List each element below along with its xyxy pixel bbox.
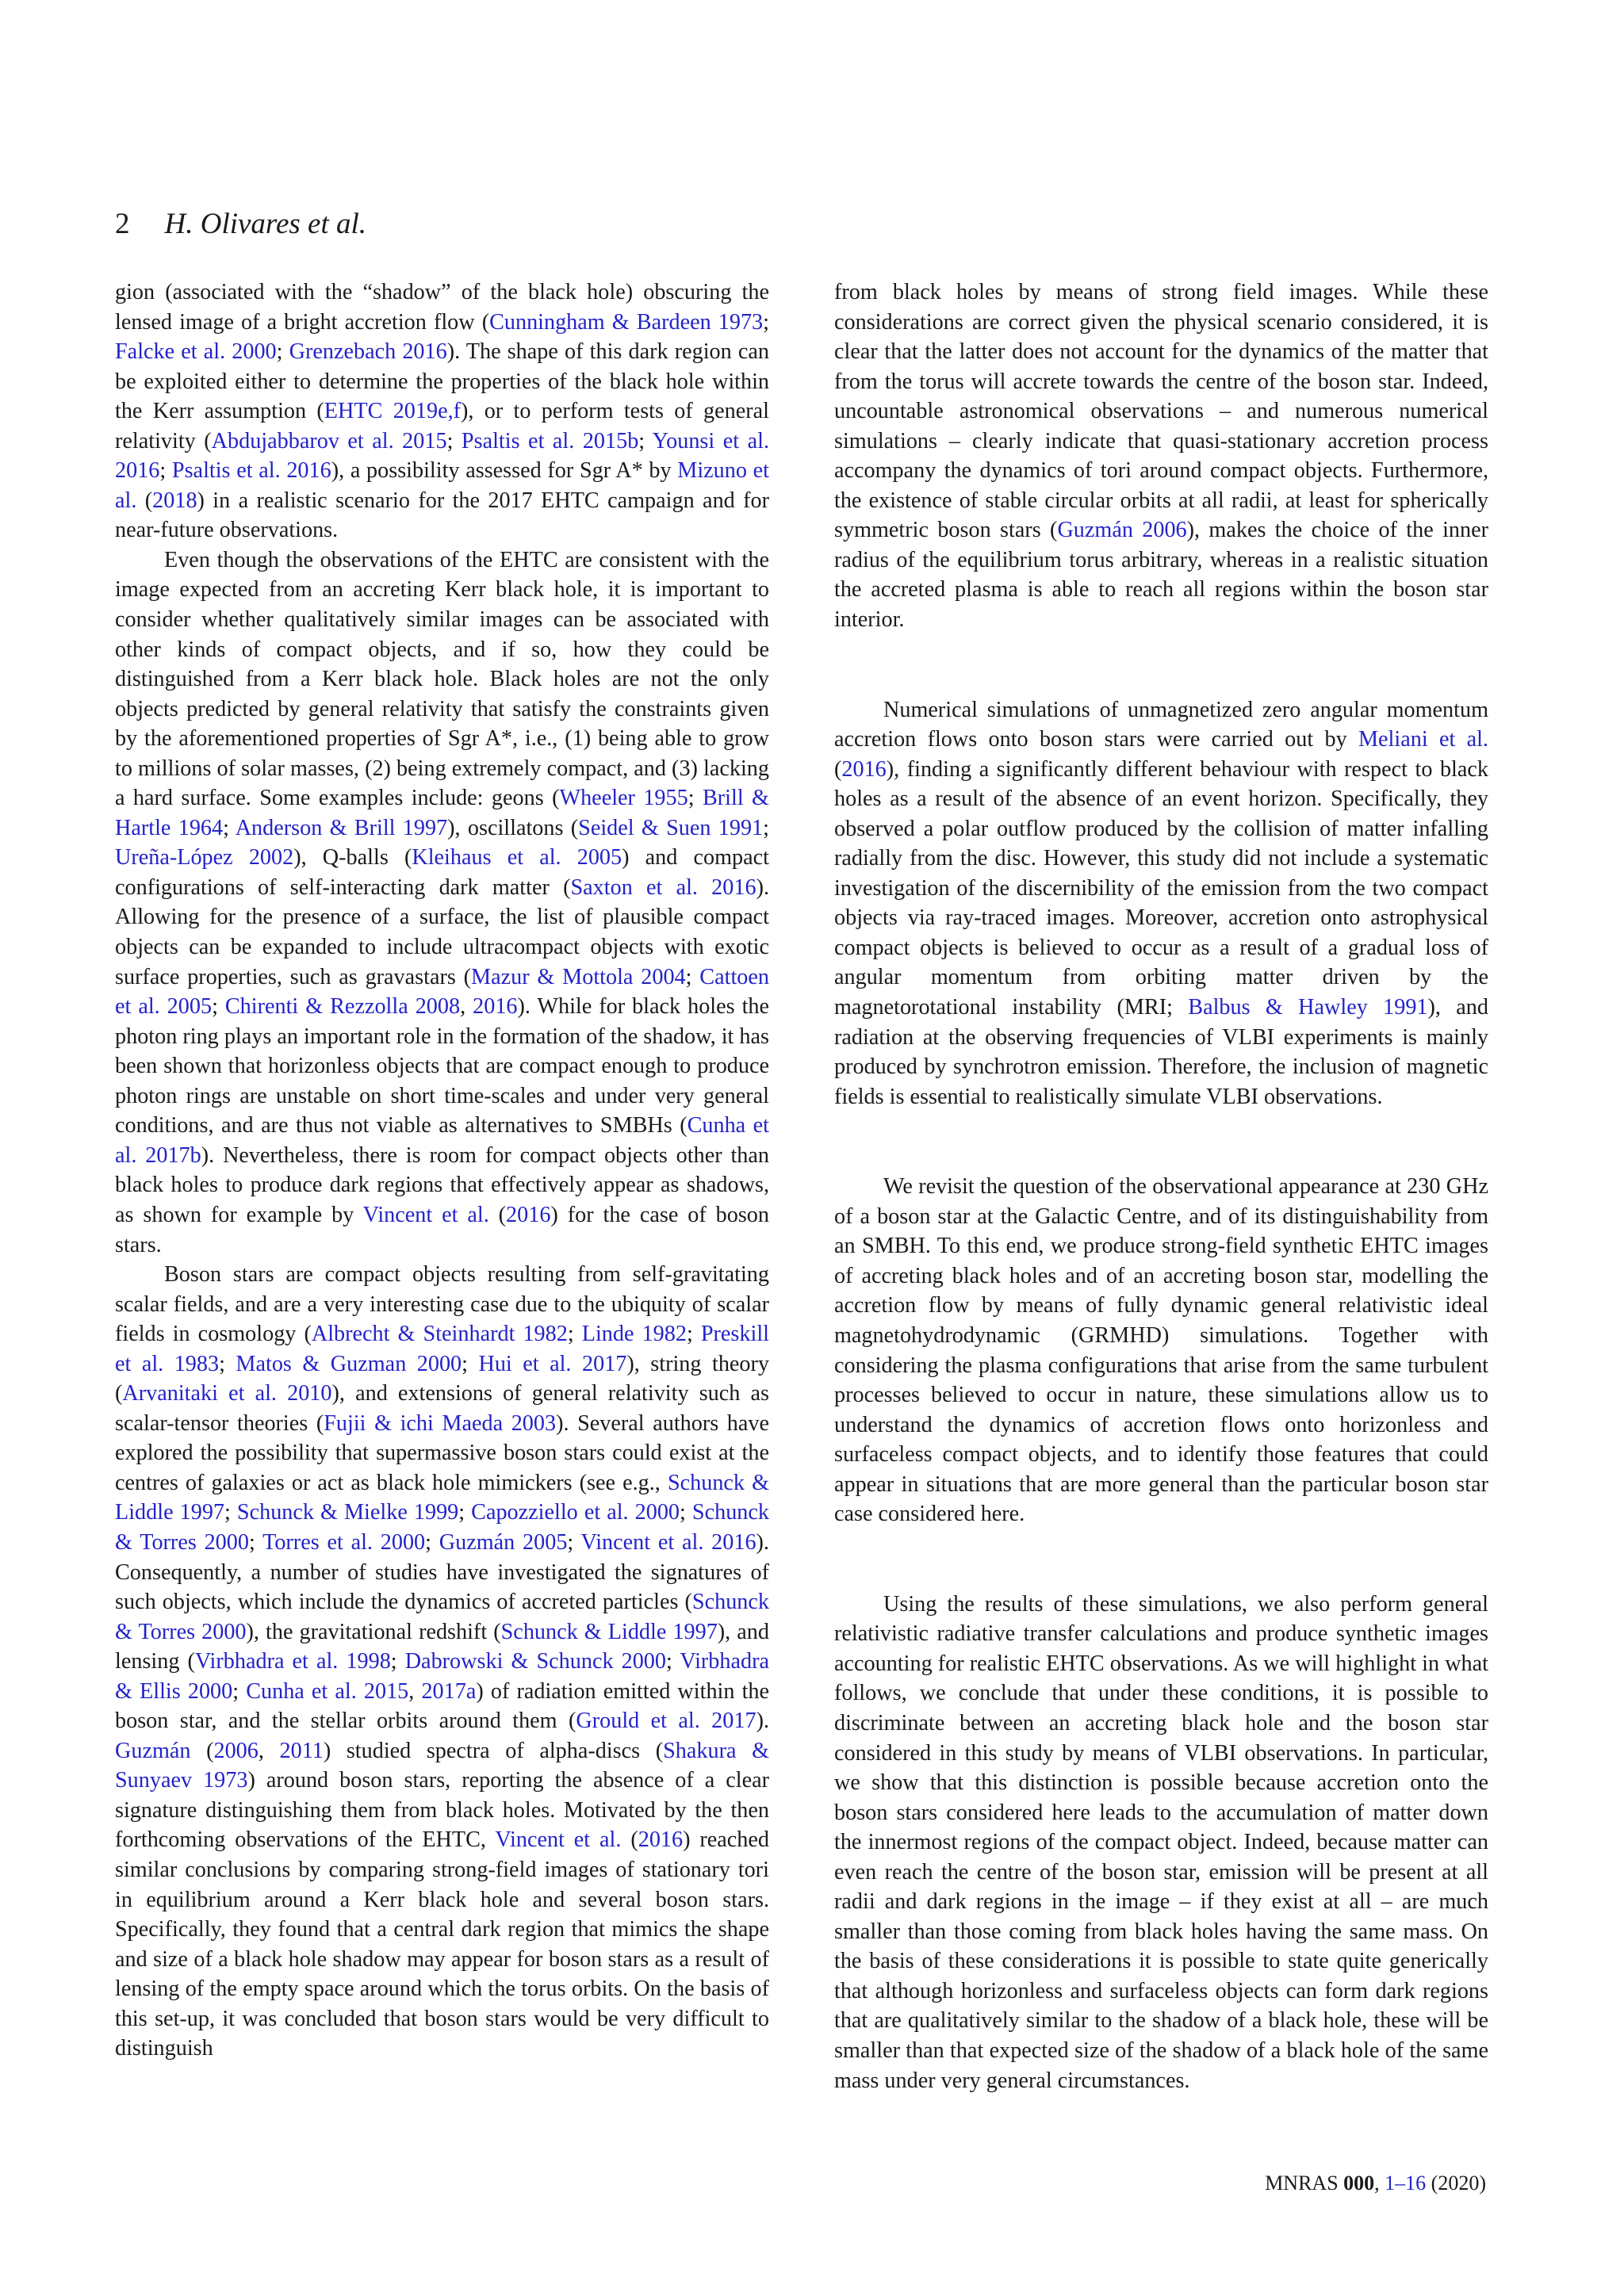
citation-link[interactable]: Grenzebach 2016 [289, 339, 447, 365]
journal-name: MNRAS [1265, 2172, 1339, 2195]
citation-link[interactable]: Linde 1982 [581, 1322, 687, 1347]
paragraph: We revisit the question of the observational appearance at 230 GHz of a boson star at the Galactic Centre, and of its distinguishability from an SMBH. To this end, we produce strong-field synthetic EHTC images of accreting black holes and of an accreting boson star, modelling the accretion flow by means of fully dynamic general relativistic ideal magnetohydrodynamic (GRMHD) simulations. Together with considering the plasma configurations that arise from the same turbulent processes believed to occur in nature, these simulations allow us to understand the dynamics of accretion flows onto horizonless and surfaceless compact objects, and to identify those features that could appear in situations that are more general than the particular boson star case considered here. [834, 1174, 1488, 1527]
citation-link[interactable]: Shakura & Sunyaev 1973 [115, 1738, 769, 1793]
citation-link[interactable]: Schunck & Mielke 1999 [236, 1500, 459, 1525]
citation-link[interactable]: Chirenti & Rezzolla 2008 [224, 994, 461, 1020]
citation-link[interactable]: Matos & Guzman 2000 [236, 1351, 462, 1376]
citation-link[interactable]: Preskill et al. 1983 [115, 1322, 769, 1376]
citation-link[interactable]: Falcke et al. 2000 [115, 339, 277, 365]
citation-link[interactable]: Arvanitaki et al. 2010 [122, 1381, 332, 1406]
citation-link[interactable]: Guzmán 2006 [1057, 518, 1187, 543]
citation-link[interactable]: Abdujabbarov et al. 2015 [211, 428, 447, 453]
citation-link[interactable]: Cunningham & Bardeen 1973 [489, 309, 764, 335]
citation-link[interactable]: Vincent et al. [362, 1202, 489, 1227]
citation-link[interactable]: 2016 [506, 1202, 551, 1227]
paragraph: Even though the observations of the EHTC are consistent with the image expected from an accreting Kerr black hole, it is important to consider whether qualitatively similar images can be associated with other kinds of compact objects, and if so, how they could be distinguished from a Kerr black hole. Black holes are not the only objects predicted by general relativity that satisfy the constraints given by the aforementioned properties of Sgr A*, i.e., (1) being able to grow to millions of solar masses, (2) being extremely compact, and (3) lacking a hard surface. Some examples include: geons (Wheeler 1955; Brill & Hartle 1964; Anderson & Brill 1997), oscillatons (Seidel & Suen 1991; Ureña-López 2002), Q-balls (Kleihaus et al. 2005) and compact configurations of self-interacting dark matter (Saxton et al. 2016). Allowing for the presence of a surface, the list of plausible compact objects can be expanded to include ultracompact objects with exotic surface properties, such as gravastars (Mazur & Mottola 2004; Cattoen et al. 2005; Chirenti & Rezzolla 2008, 2016). While for black holes the photon ring plays an important role in the formation of the shadow, it has been shown that horizonless objects that are compact enough to produce photon rings are unstable on short time-scales and under very general conditions, and are thus not viable as alternatives to SMBHs (Cunha et al. 2017b). Nevertheless, there is room for compact objects other than black holes to produce dark regions that effectively appear as shadows, as shown for example by Vincent et al. (2016) for the case of boson stars. [115, 547, 770, 1257]
citation-link[interactable]: Schunck & Torres 2000 [115, 1500, 769, 1555]
citation-link[interactable]: Schunck & Liddle 1997 [115, 1470, 770, 1525]
citation-link[interactable]: Kleihaus et al. 2005 [412, 845, 622, 871]
citation-link[interactable]: Psaltis et al. 2016 [171, 458, 331, 484]
citation-link[interactable]: Grould et al. 2017 [576, 1709, 756, 1734]
citation-link[interactable]: Vincent et al. [495, 1827, 622, 1853]
citation-link[interactable]: Virbhadra et al. 1998 [194, 1649, 391, 1674]
citation-link[interactable]: Mizuno et al. [115, 458, 770, 513]
citation-link[interactable]: Capozziello et al. 2000 [471, 1500, 680, 1525]
citation-link[interactable]: Albrecht & Steinhardt 1982 [311, 1322, 568, 1347]
page-number: 2 [115, 208, 130, 240]
citation-link[interactable]: Balbus & Hawley 1991 [1188, 995, 1428, 1020]
citation-link[interactable]: Cunha et al. 2017b [115, 1113, 769, 1168]
page-footer: MNRAS 000, 1–16 (2020) [1265, 2172, 1486, 2195]
citation-link[interactable]: Brill & Hartle 1964 [115, 786, 769, 840]
citation-link[interactable]: 2016 [638, 1827, 684, 1853]
left-column [115, 277, 769, 2064]
citation-link[interactable]: Fujii & ichi Maeda 2003 [324, 1410, 557, 1436]
citation-link[interactable]: Virbhadra & Ellis 2000 [115, 1649, 769, 1704]
citation-link[interactable]: Hui et al. 2017 [478, 1351, 627, 1376]
citation-link[interactable]: Schunck & Liddle 1997 [500, 1619, 718, 1644]
paragraph: Boson stars are compact objects resulting from self-gravitating scalar fields, and are a very interesting case due to the ubiquity of scalar fields in cosmology (Albrecht & Steinhardt 1982; Linde 1982; Preskill et al. 1983; Matos & Guzman 2000; Hui et al. 2017), string theory (Arvanitaki et al. 2010), and extensions of general relativity such as scalar-tensor theories (Fujii & ichi Maeda 2003). Several authors have explored the possibility that supermassive boson stars could exist at the centres of galaxies or act as black hole mimickers (see e.g., Schunck & Liddle 1997; Schunck & Mielke 1999; Capozziello et al. 2000; Schunck & Torres 2000; Torres et al. 2000; Guzmán 2005; Vincent et al. 2016). Consequently, a number of studies have investigated the signatures of such objects, which include the dynamics of accreted particles (Schunck & Torres 2000), the gravitational redshift (Schunck & Liddle 1997), and lensing (Virbhadra et al. 1998; Dabrowski & Schunck 2000; Virbhadra & Ellis 2000; Cunha et al. 2015, 2017a) of radiation emitted within the boson star, and the stellar orbits around them (Grould et al. 2017). Guzmán (2006, 2011) studied spectra of alpha-discs (Shakura & Sunyaev 1973) around boson stars, reporting the absence of a clear signature distinguishing them from black holes. Motivated by the then forthcoming observations of the EHTC, Vincent et al. (2016) reached similar conclusions by comparing strong-field images of stationary tori in equilibrium around a Kerr black hole and several boson stars. Specifically, they found that a central dark region that mimics the shape and size of a black hole shadow may appear for boson stars as a result of lensing of the empty space around which the torus orbits. On the basis of this set-up, it was concluded that boson stars would be very difficult to distinguish [115, 1262, 770, 2061]
citation-link[interactable]: Seidel & Suen 1991 [578, 815, 764, 840]
citation-link[interactable]: Ureña-López 2002 [115, 845, 294, 871]
citation-link[interactable]: 2017a [421, 1678, 477, 1704]
citation-link[interactable]: Schunck & Torres 2000 [115, 1590, 769, 1644]
citation-link[interactable]: Cunha et al. 2015 [246, 1678, 409, 1704]
citation-link[interactable]: Wheeler 1955 [559, 786, 688, 811]
citation-link[interactable]: Psaltis et al. 2015b [461, 428, 639, 453]
paragraph: gion (associated with the “shadow” of the black hole) obscuring the lensed image of a bright accretion flow (Cunningham & Bardeen 1973; Falcke et al. 2000; Grenzebach 2016). The shape of this dark region can be exploited either to determine the properties of the black hole within the Kerr assumption (EHTC 2019e,f), or to perform tests of general relativity (Abdujabbarov et al. 2015; Psaltis et al. 2015b; Younsi et al. 2016; Psaltis et al. 2016), a possibility assessed for Sgr A* by Mizuno et al. (2018) in a realistic scenario for the 2017 EHTC campaign and for near-future observations. [115, 280, 770, 543]
citation-link[interactable]: 2016 [841, 756, 887, 782]
paragraph: Using the results of these simulations, we also perform general relativistic radiative transfer calculations and produce synthetic images accounting for realistic EHTC observations. As we will highlight in what follows, we conclude that under these conditions, it is possible to discriminate between an accreting black hole and the boson star considered in this study by means of VLBI observations. In particular, we show that this distinction is possible because accretion onto the boson stars considered here leads to the accumulation of matter down the innermost regions of the compact object. Indeed, because matter can even reach the centre of the boson star, emission will be present at all radii and dark regions in the image – if they exist at all – are much smaller than those coming from black holes having the same mass. On the basis of these considerations it is possible to state quite generically that although horizonless and surfaceless objects can form dark regions that are qualitatively similar to the shadow of a black hole, these will be smaller than that expected size of the shadow of a black hole of the same mass under very general circumstances. [834, 1591, 1488, 2093]
right-column [834, 277, 1488, 2095]
citation-link[interactable]: Saxton et al. 2016 [570, 874, 756, 900]
citation-link[interactable]: 2011 [279, 1738, 324, 1763]
citation-link[interactable]: EHTC 2019e,f [324, 399, 462, 424]
citation-link[interactable]: Guzmán 2005 [439, 1529, 568, 1555]
paragraph: Numerical simulations of unmagnetized zero angular momentum accretion flows onto boson stars were carried out by Meliani et al. (2016), finding a significantly different behaviour with respect to black holes as a result of the absence of an event horizon. Specifically, they observed a polar outflow produced by the collision of matter infalling radially from the disc. However, this study did not include a systematic investigation of the discernibility of the emission from the two compact objects via ray-traced images. Moreover, accretion onto astrophysical compact objects is believed to occur as a result of a gradual loss of angular momentum from orbiting matter driven by the magnetorotational instability (MRI; Balbus & Hawley 1991), and radiation at the observing frequencies of VLBI experiments is mainly produced by synchrotron emission. Therefore, the inclusion of magnetic fields is essential to realistically simulate VLBI observations. [834, 697, 1488, 1109]
citation-link[interactable]: Mazur & Mottola 2004 [471, 964, 686, 989]
citation-link[interactable]: Cattoen et al. 2005 [115, 964, 769, 1020]
citation-link[interactable]: 2016 [473, 994, 518, 1020]
citation-link[interactable]: Vincent et al. 2016 [580, 1529, 756, 1555]
citation-link[interactable]: Anderson & Brill 1997 [235, 815, 448, 840]
running-header [115, 205, 366, 244]
citation-link[interactable]: 2018 [152, 488, 197, 513]
running-head-authors: H. Olivares et al. [164, 208, 367, 240]
citation-link[interactable]: Guzmán [115, 1738, 191, 1763]
journal-volume: 000 [1343, 2172, 1375, 2195]
citation-link[interactable]: Meliani et al. [1358, 727, 1488, 752]
journal-year: (2020) [1431, 2172, 1486, 2195]
paragraph: from black holes by means of strong field images. While these considerations are correct given the physical scenario considered, it is clear that the latter does not account for the dynamics of the matter that from the torus will accrete towards the centre of the boson star. Indeed, uncountable astronomical observations – and numerous numerical simulations – clearly indicate that quasi-stationary accretion process accompany the dynamics of tori around compact objects. Furthermore, the existence of stable circular orbits at all radii, at least for spherically symmetric boson stars (Guzmán 2006), makes the choice of the inner radius of the equilibrium torus arbitrary, whereas in a realistic situation the accreted plasma is able to reach all regions within the boson star interior. [834, 280, 1489, 633]
page-range-link[interactable]: 1–16 [1385, 2172, 1427, 2195]
citation-link[interactable]: 2006 [213, 1738, 259, 1763]
citation-link[interactable]: Younsi et al. 2016 [115, 428, 769, 484]
citation-link[interactable]: Torres et al. 2000 [262, 1529, 426, 1555]
citation-link[interactable]: Dabrowski & Schunck 2000 [404, 1649, 666, 1674]
